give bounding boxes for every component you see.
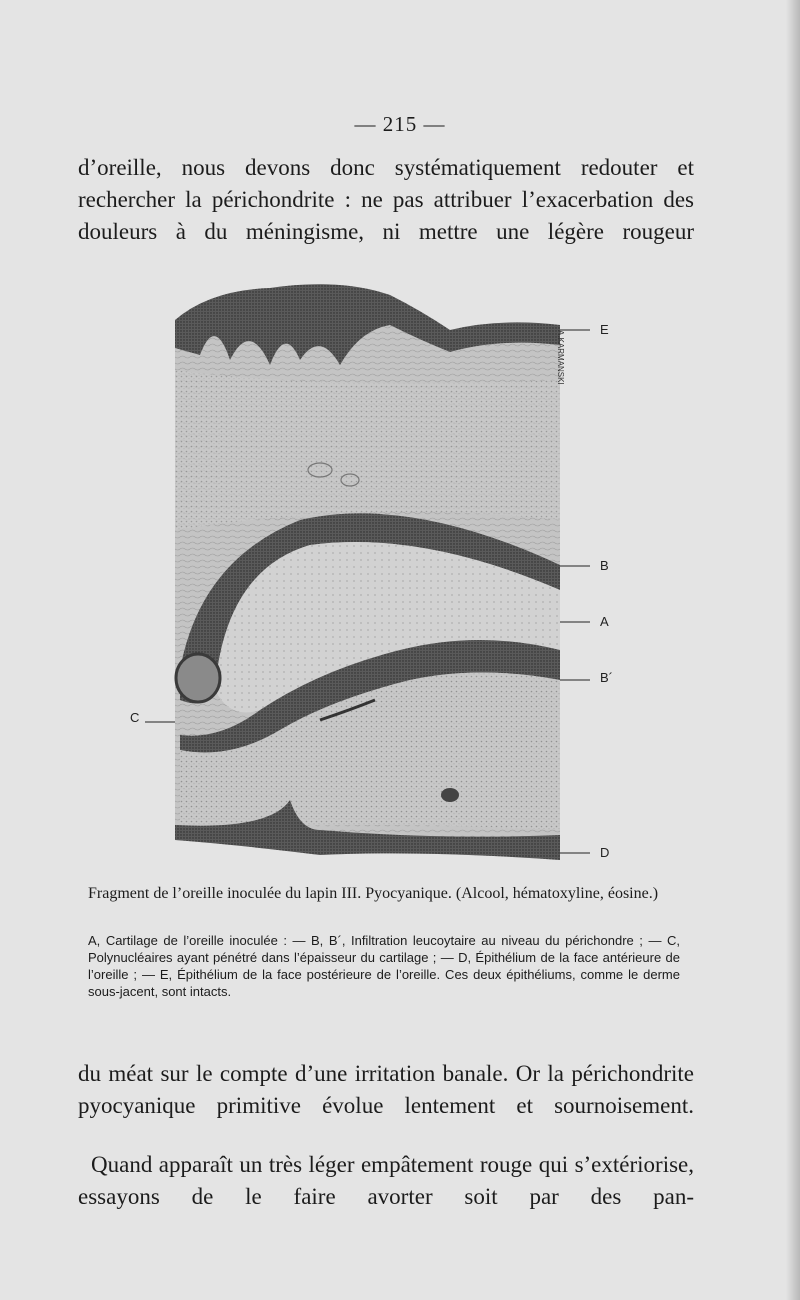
- label-e: E: [600, 322, 609, 337]
- label-c: C: [130, 710, 140, 725]
- paragraph-bottom: du méat sur le compte d’une irritation banale. Or la périchondrite pyocyanique primitive évolue lentement et sournoisement.: [78, 1061, 694, 1118]
- artist-signature: A.KARMANSKI: [556, 330, 565, 385]
- paragraph-top: d’oreille, nous devons donc systématiquement redouter et rechercher la périchondrite : ne pas attribuer l’exacerbation des douleurs à du méningisme, ni mettre une légère rougeur: [78, 155, 694, 244]
- label-d: D: [600, 845, 610, 860]
- page-number: — 215 —: [354, 112, 446, 136]
- label-a: A: [600, 614, 609, 629]
- paragraph-bottom-2: Quand apparaît un très léger empâtement rouge qui s’extériorise, essayons de le faire avorter soit par des pan-: [78, 1152, 694, 1209]
- polynuclear-nodule: [176, 654, 220, 702]
- figure-legend: A, Cartilage de l’oreille inoculée : — B, B´, Infiltration leucoytaire au niveau du périchondre ; — C, Polynucléaires ayant pénétré dans l’épaisseur du cartilage ; — D, Épithélium de la face antérieure de l’oreille ; — E, Épithélium de la face postérieure de l’oreille. Ces deux épithéliums, comme le derme sous-jacent, sont intacts.: [88, 933, 680, 999]
- label-b: B: [600, 558, 609, 573]
- figure-caption: Fragment de l’oreille inoculée du lapin III. Pyocyanique. (Alcool, hématoxyline, éosine.): [88, 885, 659, 902]
- label-b-prime: B´: [600, 670, 613, 685]
